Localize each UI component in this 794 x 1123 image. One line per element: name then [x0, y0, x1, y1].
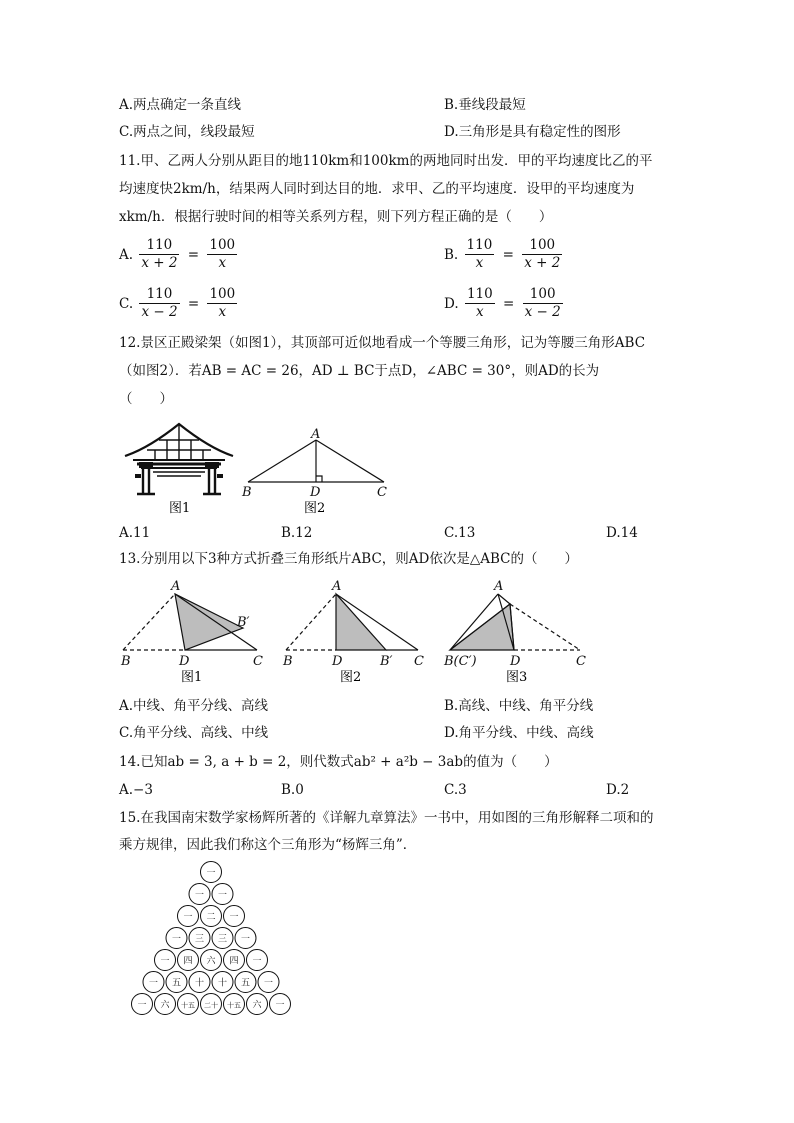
- folded-region: [175, 594, 243, 650]
- fraction-left: [139, 286, 179, 321]
- point-label-a: A: [332, 579, 342, 594]
- denominator: x: [475, 255, 484, 271]
- figure3-caption: 图3: [506, 670, 528, 685]
- option-label: B.: [444, 246, 459, 263]
- q12-option-a: A.11: [119, 525, 151, 541]
- point-label-d: D: [179, 654, 190, 669]
- q12-stem-line2: （如图2）．若AB = AC = 26，AD ⊥ BC于点D，∠ABC = 30°，则AD的长为: [119, 363, 600, 379]
- triangle-cell-number: 一: [229, 912, 239, 923]
- triangle-cell-number: 一: [206, 868, 216, 879]
- numerator: 100: [209, 237, 236, 253]
- point-label-d: D: [310, 485, 321, 500]
- fraction-right: [207, 237, 237, 272]
- q12-option-b: B.12: [281, 525, 313, 541]
- triangle-cell-number: 五: [171, 978, 182, 989]
- q13-option-b: B.高线、中线、角平分线: [444, 698, 594, 714]
- fold-figure-3: [440, 576, 600, 686]
- triangle-cell-number: 一: [171, 934, 182, 945]
- folded-region: [336, 594, 386, 650]
- fold-figure-1: [115, 576, 275, 686]
- numerator: 100: [209, 286, 236, 302]
- denominator: x: [476, 304, 484, 320]
- triangle-cell: [224, 906, 245, 927]
- q14-option-a: A.−3: [119, 782, 153, 798]
- triangle-cell: [189, 972, 210, 993]
- fraction-right: [207, 286, 237, 321]
- fraction-left: [139, 237, 179, 272]
- side-ab: [248, 440, 316, 482]
- triangle-cell: [201, 994, 222, 1015]
- triangle-cell-number: 三: [194, 934, 205, 945]
- q11-option-b: [444, 237, 564, 272]
- triangle-cell-number: 二: [206, 912, 216, 923]
- denominator: x: [218, 304, 227, 320]
- point-label-c: C: [576, 654, 586, 669]
- triangle-cell-number: 一: [148, 978, 159, 989]
- point-label-b: B: [283, 654, 293, 669]
- numerator: 110: [139, 286, 179, 304]
- q12-stem-line1: 12.景区正殿梁架（如图1），其顶部可近似地看成一个等腰三角形，记为等腰三角形ABC: [119, 335, 646, 351]
- q13-option-d: D.角平分线、中线、高线: [444, 725, 594, 741]
- triangle-cell: [270, 994, 291, 1015]
- triangle-cell: [132, 994, 153, 1015]
- triangle-cell: [258, 972, 279, 993]
- triangle-cell: [247, 950, 268, 971]
- q14-stem-line1: 14.已知ab = 3, a + b = 2，则代数式ab² + a²b − 3ab的值为（ ）: [119, 754, 558, 770]
- q11-stem-line2: 均速度快2km/h，结果两人同时到达目的地．求甲、乙的平均速度．设甲的平均速度为: [119, 181, 635, 197]
- triangle-cell-number: 五: [240, 978, 251, 989]
- triangle-cell: [166, 972, 187, 993]
- triangle-cell-number: 十五: [227, 1001, 241, 1010]
- triangle-cell-number: 六: [206, 956, 216, 967]
- triangle-cell: [178, 994, 199, 1015]
- fold-figure-2: [278, 576, 428, 686]
- q15-stem-line1: 15.在我国南宋数学家杨辉所著的《详解九章算法》一书中，用如图的三角形解释二项和的: [119, 810, 654, 826]
- triangle-cell-number: 一: [160, 956, 170, 967]
- dashed-side-ab: [286, 594, 336, 650]
- q12-option-d: D.14: [606, 525, 638, 541]
- triangle-cell: [235, 928, 256, 949]
- triangle-cell-number: 一: [194, 890, 205, 901]
- triangle-cell: [155, 994, 176, 1015]
- numerator: 110: [466, 286, 493, 302]
- q12-option-c: C.13: [444, 525, 476, 541]
- q15-stem-line2: 乘方规律，因此我们称这个三角形为“杨辉三角”．: [119, 837, 417, 853]
- equals-sign: =: [187, 295, 200, 312]
- point-label-c: C: [253, 654, 263, 669]
- q11-option-d: [444, 286, 565, 321]
- numerator: 100: [523, 286, 563, 304]
- triangle-cell: [178, 950, 199, 971]
- triangle-cell-number: 一: [217, 890, 228, 901]
- q11-option-c: [119, 286, 239, 321]
- point-label-c: C: [377, 485, 387, 500]
- triangle-cell: [224, 950, 245, 971]
- q11-option-a: [119, 237, 239, 272]
- figure2-caption: 图2: [340, 670, 362, 685]
- triangle-cell-number: 一: [137, 1000, 147, 1011]
- fraction-left: [465, 286, 495, 321]
- q13-stem-line1: 13.分别用以下3种方式折叠三角形纸片ABC，则AD依次是△ABC的（ ）: [119, 551, 579, 567]
- triangle-cell-number: 一: [183, 912, 193, 923]
- figure1-caption: 图1: [169, 501, 191, 516]
- triangle-cell: [201, 950, 222, 971]
- numerator: 110: [466, 237, 493, 253]
- q12-stem-line3: （ ）: [119, 391, 173, 407]
- triangle-cell-number: 十五: [181, 1001, 195, 1010]
- point-label-a: A: [311, 427, 321, 442]
- triangle-cell: [212, 972, 233, 993]
- point-label-d: D: [332, 654, 343, 669]
- triangle-cell-number: 十: [194, 978, 205, 989]
- triangle-cell-number: 四: [229, 956, 239, 967]
- yang-hui-triangle: [115, 860, 305, 1020]
- triangle-cell: [189, 928, 210, 949]
- triangle-cell: [212, 928, 233, 949]
- isosceles-triangle-figure: [238, 424, 398, 518]
- triangle-cell: [235, 972, 256, 993]
- triangle-cell: [201, 906, 222, 927]
- option-label: A.: [119, 246, 134, 263]
- q10-option-d: D.三角形是具有稳定性的图形: [444, 124, 621, 140]
- point-label-b-prime: B′: [380, 654, 393, 669]
- equals-sign: =: [503, 295, 515, 312]
- triangle-cell: [224, 994, 245, 1015]
- q10-option-a: A.两点确定一条直线: [119, 97, 242, 113]
- triangle-cell: [178, 906, 199, 927]
- triangle-cell: [155, 950, 176, 971]
- equals-sign: =: [187, 246, 200, 263]
- triangle-cell-number: 一: [263, 978, 274, 989]
- q11-stem-line3: xkm/h．根据行驶时间的相等关系列方程，则下列方程正确的是（ ）: [119, 209, 553, 225]
- figure1-caption: 图1: [181, 670, 203, 685]
- point-label-a: A: [494, 579, 504, 594]
- triangle-cell: [247, 994, 268, 1015]
- triangle-cell: [143, 972, 164, 993]
- denominator: x + 2: [141, 255, 178, 271]
- point-label-b-prime: B′: [237, 615, 250, 630]
- denominator: x − 2: [524, 304, 561, 320]
- triangle-cell-number: 十: [217, 978, 228, 989]
- fraction-right: [522, 237, 562, 272]
- triangle-cell: [212, 884, 233, 905]
- q14-option-b: B.0: [281, 782, 304, 798]
- option-label: D.: [444, 295, 459, 312]
- numerator: 100: [522, 237, 562, 255]
- triangle-cell-number: 二十: [204, 1001, 218, 1010]
- temple-roof-frame-figure: [119, 418, 239, 518]
- right-angle-mark: [316, 476, 322, 482]
- q11-stem-line1: 11.甲、乙两人分别从距目的地110km和100km的两地同时出发．甲的平均速度比乙的平: [119, 153, 653, 169]
- point-label-c: C: [414, 654, 424, 669]
- dashed-side-ab: [123, 594, 175, 650]
- denominator: x: [218, 255, 227, 271]
- q10-option-c: C.两点之间，线段最短: [119, 124, 255, 140]
- triangle-cell-number: 六: [160, 1000, 170, 1011]
- point-label-a: A: [171, 579, 181, 594]
- triangle-cell-number: 一: [252, 956, 262, 967]
- side-ac: [316, 440, 384, 482]
- denominator: x + 2: [524, 255, 561, 271]
- triangle-cell-number: 三: [217, 934, 228, 945]
- figure2-caption: 图2: [304, 501, 326, 516]
- q14-option-c: C.3: [444, 782, 467, 798]
- denominator: x − 2: [141, 304, 178, 320]
- point-label-b: B: [242, 485, 252, 500]
- point-label-b-c-prime: B(C′): [444, 654, 477, 669]
- triangle-cell-number: 六: [252, 1000, 262, 1011]
- point-label-b: B: [121, 654, 131, 669]
- option-label: C.: [119, 295, 134, 312]
- triangle-cell: [201, 862, 222, 883]
- point-label-d: D: [510, 654, 521, 669]
- equals-sign: =: [502, 246, 514, 263]
- q14-option-d: D.2: [606, 782, 630, 798]
- q13-option-a: A.中线、角平分线、高线: [119, 698, 269, 714]
- triangle-cell-number: 一: [240, 934, 251, 945]
- numerator: 110: [139, 237, 179, 255]
- triangle-cell: [166, 928, 187, 949]
- fraction-left: [465, 237, 495, 272]
- q13-option-c: C.角平分线、高线、中线: [119, 725, 269, 741]
- dashed-side-ac: [510, 604, 580, 650]
- triangle-cell-number: 一: [275, 1000, 285, 1011]
- triangle-cell-number: 四: [183, 956, 193, 967]
- fraction-right: [523, 286, 563, 321]
- triangle-cell: [189, 884, 210, 905]
- q10-option-b: B.垂线段最短: [444, 97, 526, 113]
